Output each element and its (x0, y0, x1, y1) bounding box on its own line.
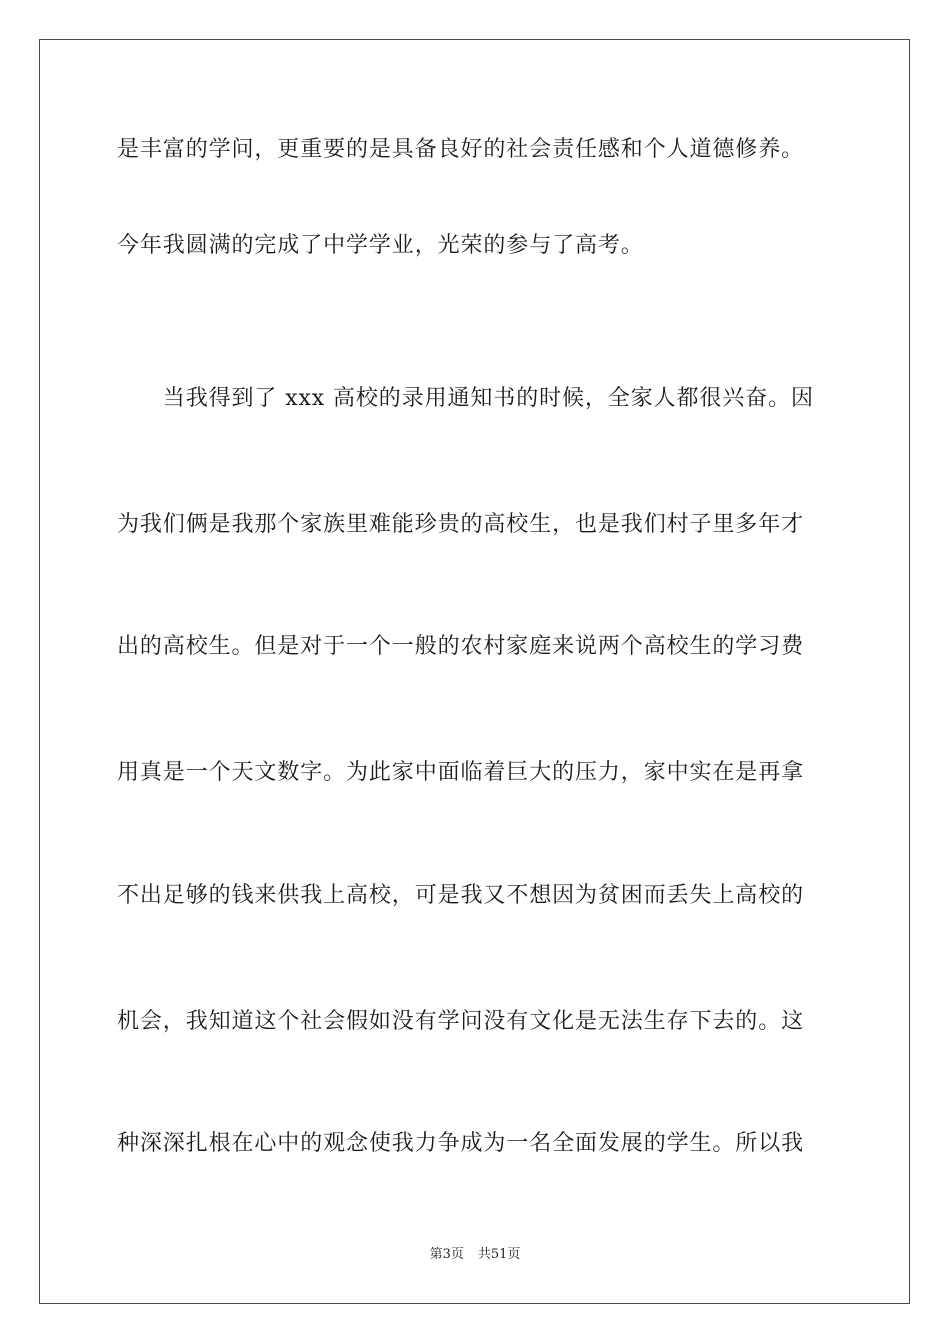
body-text-line-9: 种深深扎根在心中的观念使我力争成为一名全面发展的学生。所以我 (117, 1131, 805, 1156)
body-text-line-6: 用真是一个天文数字。为此家中面临着巨大的压力，家中实在是再拿 (117, 760, 805, 785)
body-text-line-1: 是丰富的学问，更重要的是具备良好的社会责任感和个人道德修养。 (117, 137, 805, 162)
body-text-line-4: 为我们俩是我那个家族里难能珍贵的高校生，也是我们村子里多年才 (117, 512, 805, 537)
body-text-line-8: 机会，我知道这个社会假如没有学问没有文化是无法生存下去的。这 (117, 1009, 805, 1034)
page-number-total: 共51页 (477, 1247, 521, 1262)
body-text-line-7: 不出足够的钱来供我上高校，可是我又不想因为贫困而丢失上高校的 (117, 883, 805, 908)
body-text-line-3: 当我得到了 xxx 高校的录用通知书的时候，全家人都很兴奋。因 (117, 386, 814, 411)
page-number-current: 第3页 (429, 1247, 464, 1262)
page-border (39, 39, 910, 1304)
page-footer (0, 1246, 950, 1264)
body-text-line-2: 今年我圆满的完成了中学学业，光荣的参与了高考。 (117, 233, 644, 258)
body-text-line-5: 出的高校生。但是对于一个一般的农村家庭来说两个高校生的学习费 (117, 634, 805, 659)
